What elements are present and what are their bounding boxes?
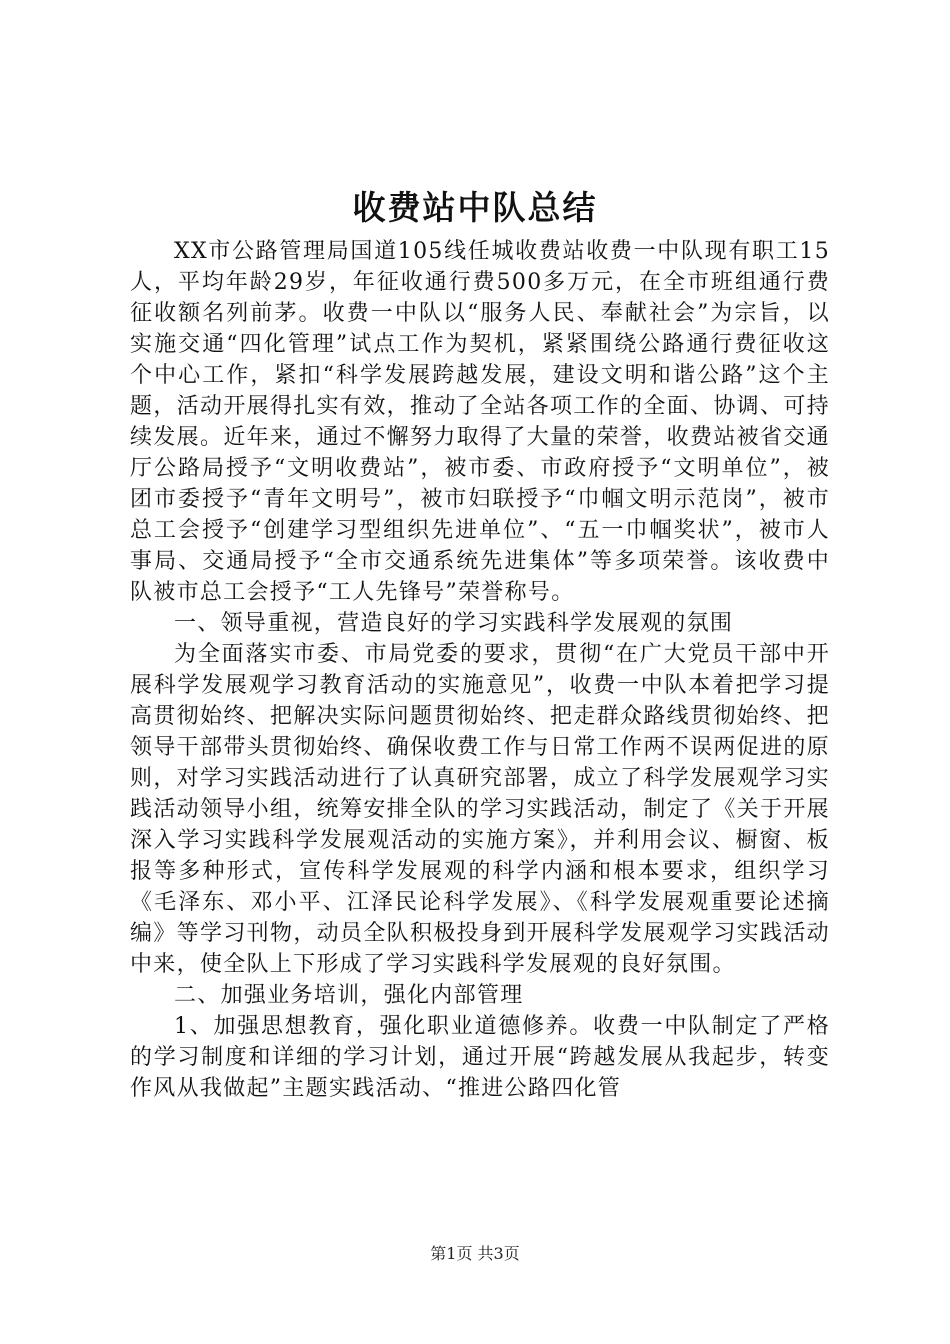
section-2-paragraph: 1、加强思想教育，强化职业道德修养。收费一中队制定了严格的学习制度和详细的学习计划，通过开展“跨越发展从我起步，转变作风从我做起”主题实践活动、“推进公路四化管: [130, 1014, 830, 1101]
document-title: 收费站中队总结: [352, 188, 598, 227]
page-number-footer: 第1页 共3页: [430, 1244, 520, 1263]
section-1-paragraph: 为全面落实市委、市局党委的要求，贯彻“在广大党员干部中开展科学发展观学习教育活动的实施意见”，收费一中队本着把学习提高贯彻始终、把解决实际问题贯彻始终、把走群众路线贯彻始终、把领导干部带头贯彻始终、确保收费工作与日常工作两不误两促进的原则，对学习实践活动进行了认真研究部署，成立了科学发展观学习实践活动领导小组，统筹安排全队的学习实践活动，制定了《关于开展深入学习实践科学发展观活动的实施方案》，并利用会议、橱窗、板报等多种形式，宣传科学发展观的科学内涵和根本要求，组织学习《毛泽东、邓小平、江泽民论科学发展》、《科学发展观重要论述摘编》等学习刊物，动员全队积极投身到开展科学发展观学习实践活动中来，使全队上下形成了学习实践科学发展观的良好氛围。: [130, 642, 830, 977]
document-body: [130, 236, 830, 1104]
section-heading-1: 一、领导重视，营造良好的学习实践科学发展观的氛围: [174, 611, 734, 636]
intro-paragraph: XX市公路管理局国道105线任城收费站收费一中队现有职工15人，平均年龄29岁，年征收通行费500多万元，在全市班组通行费征收额名列前茅。收费一中队以“服务人民、奉献社会”为宗旨，以实施交通“四化管理”试点工作为契机，紧紧围绕公路通行费征收这个中心工作，紧扣“科学发展跨越发展，建设文明和谐公路”这个主题，活动开展得扎实有效，推动了全站各项工作的全面、协调、可持续发展。近年来，通过不懈努力取得了大量的荣誉，收费站被省交通厅公路局授予“文明收费站”，被市委、市政府授予“文明单位”，被团市委授予“青年文明号”，被市妇联授予“巾帼文明示范岗”，被市总工会授予“创建学习型组织先进单位”、“五一巾帼奖状”，被市人事局、交通局授予“全市交通系统先进集体”等多项荣誉。该收费中队被市总工会授予“工人先锋号”荣誉称号。: [130, 239, 830, 605]
section-heading-2: 二、加强业务培训，强化内部管理: [174, 983, 524, 1008]
